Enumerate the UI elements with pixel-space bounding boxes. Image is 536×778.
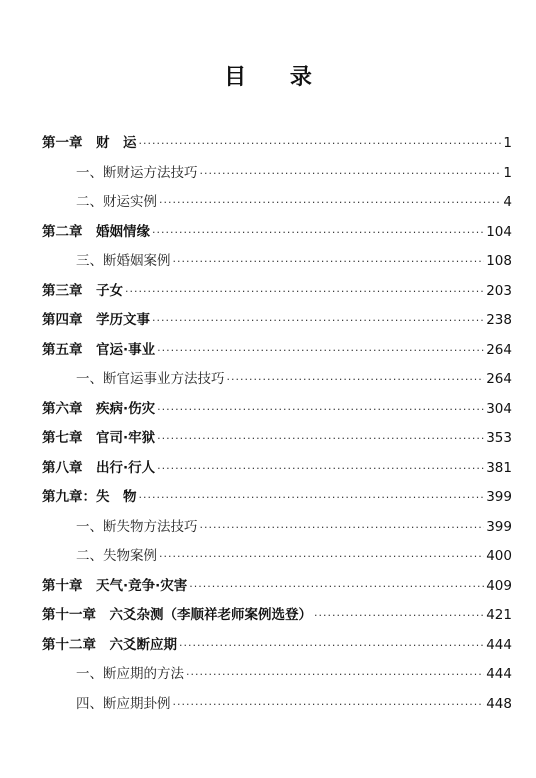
dot-leader (186, 668, 484, 681)
dot-leader (139, 137, 502, 150)
toc-entry[interactable] (42, 692, 512, 722)
toc-entry[interactable] (42, 279, 512, 309)
dot-leader (200, 521, 485, 534)
dot-leader (157, 462, 484, 475)
toc-entry-label: 一、断应期的方法 (76, 666, 184, 682)
toc-entry[interactable] (42, 544, 512, 574)
toc-entry-label: 第二章 婚姻情缘 (42, 223, 150, 240)
toc-entry[interactable] (42, 515, 512, 545)
toc-entry[interactable] (42, 633, 512, 663)
toc-entry-page-number: 108 (486, 253, 512, 269)
toc-entry-label: 一、断失物方法技巧 (76, 518, 198, 535)
toc-entry-page-number: 238 (486, 312, 512, 328)
toc-entry[interactable] (42, 308, 512, 338)
toc-entry[interactable] (42, 397, 512, 427)
toc-entry-label: 第六章 疾病·伤灾 (42, 400, 156, 417)
toc-entry-label: 第十章 天气·竞争·灾害 (42, 577, 188, 594)
toc-entry[interactable] (42, 603, 512, 633)
toc-entry-page-number: 203 (486, 282, 512, 299)
toc-entry-page-number: 399 (486, 518, 512, 535)
toc-entry[interactable] (42, 426, 512, 456)
toc-entry[interactable] (42, 574, 512, 604)
dot-leader (179, 639, 484, 652)
toc-entry-page-number: 421 (486, 607, 512, 623)
toc-entry[interactable] (42, 220, 512, 250)
toc-entry[interactable] (42, 131, 512, 161)
toc-entry[interactable] (42, 338, 512, 368)
toc-entry-page-number: 448 (486, 695, 512, 712)
toc-entry-page-number: 264 (486, 341, 512, 358)
toc-entry[interactable] (42, 662, 512, 692)
toc-entry-page-number: 400 (486, 548, 512, 564)
dot-leader (159, 196, 501, 209)
toc-entry-label: 一、断官运事业方法技巧 (76, 371, 225, 387)
toc-entry-page-number: 409 (486, 577, 512, 594)
toc-entry-page-number: 353 (486, 430, 512, 446)
dot-leader (152, 314, 484, 327)
toc-entry-label: 第十二章 六爻断应期 (42, 636, 177, 653)
dot-leader (173, 698, 485, 711)
toc-entry-page-number: 399 (486, 489, 512, 505)
dot-leader (200, 167, 502, 180)
table-of-contents (42, 131, 512, 721)
dot-leader (173, 255, 485, 268)
toc-entry-label: 第五章 官运·事业 (42, 341, 156, 358)
toc-entry-page-number: 304 (486, 400, 512, 417)
dot-leader (157, 403, 484, 416)
toc-entry-label: 第三章 子女 (42, 282, 123, 299)
toc-entry[interactable] (42, 485, 512, 515)
toc-entry-label: 四、断应期卦例 (76, 695, 171, 712)
dot-leader (157, 432, 484, 445)
dot-leader (152, 226, 484, 239)
dot-leader (139, 491, 485, 504)
toc-entry-label: 第十一章 六爻杂测（李顺祥老师案例选登） (42, 607, 312, 623)
toc-entry-page-number: 104 (486, 223, 512, 240)
toc-entry-label: 二、财运实例 (76, 194, 157, 210)
toc-entry-label: 二、失物案例 (76, 548, 157, 564)
dot-leader (157, 344, 484, 357)
page-title: 目 录 (224, 64, 330, 90)
toc-entry-page-number: 264 (486, 371, 512, 387)
dot-leader (189, 580, 484, 593)
toc-entry-page-number: 444 (486, 636, 512, 653)
toc-entry-label: 第一章 财 运 (42, 135, 137, 151)
toc-entry-page-number: 1 (503, 164, 512, 181)
toc-entry-label: 第七章 官司·牢狱 (42, 430, 156, 446)
dot-leader (159, 550, 484, 563)
dot-leader (314, 609, 484, 622)
toc-entry-label: 第九章：失 物 (42, 489, 137, 505)
toc-entry[interactable] (42, 456, 512, 486)
toc-entry-page-number: 444 (486, 666, 512, 682)
toc-entry-label: 第四章 学历文事 (42, 312, 150, 328)
toc-entry-label: 第八章 出行·行人 (42, 459, 156, 476)
dot-leader (227, 373, 485, 386)
toc-entry[interactable] (42, 367, 512, 397)
toc-entry[interactable] (42, 249, 512, 279)
toc-entry-label: 三、断婚姻案例 (76, 253, 171, 269)
toc-entry-page-number: 1 (503, 135, 512, 151)
dot-leader (125, 285, 484, 298)
toc-entry-page-number: 4 (503, 194, 512, 210)
toc-entry-label: 一、断财运方法技巧 (76, 164, 198, 181)
toc-entry-page-number: 381 (486, 459, 512, 476)
toc-entry[interactable] (42, 161, 512, 191)
toc-entry[interactable] (42, 190, 512, 220)
